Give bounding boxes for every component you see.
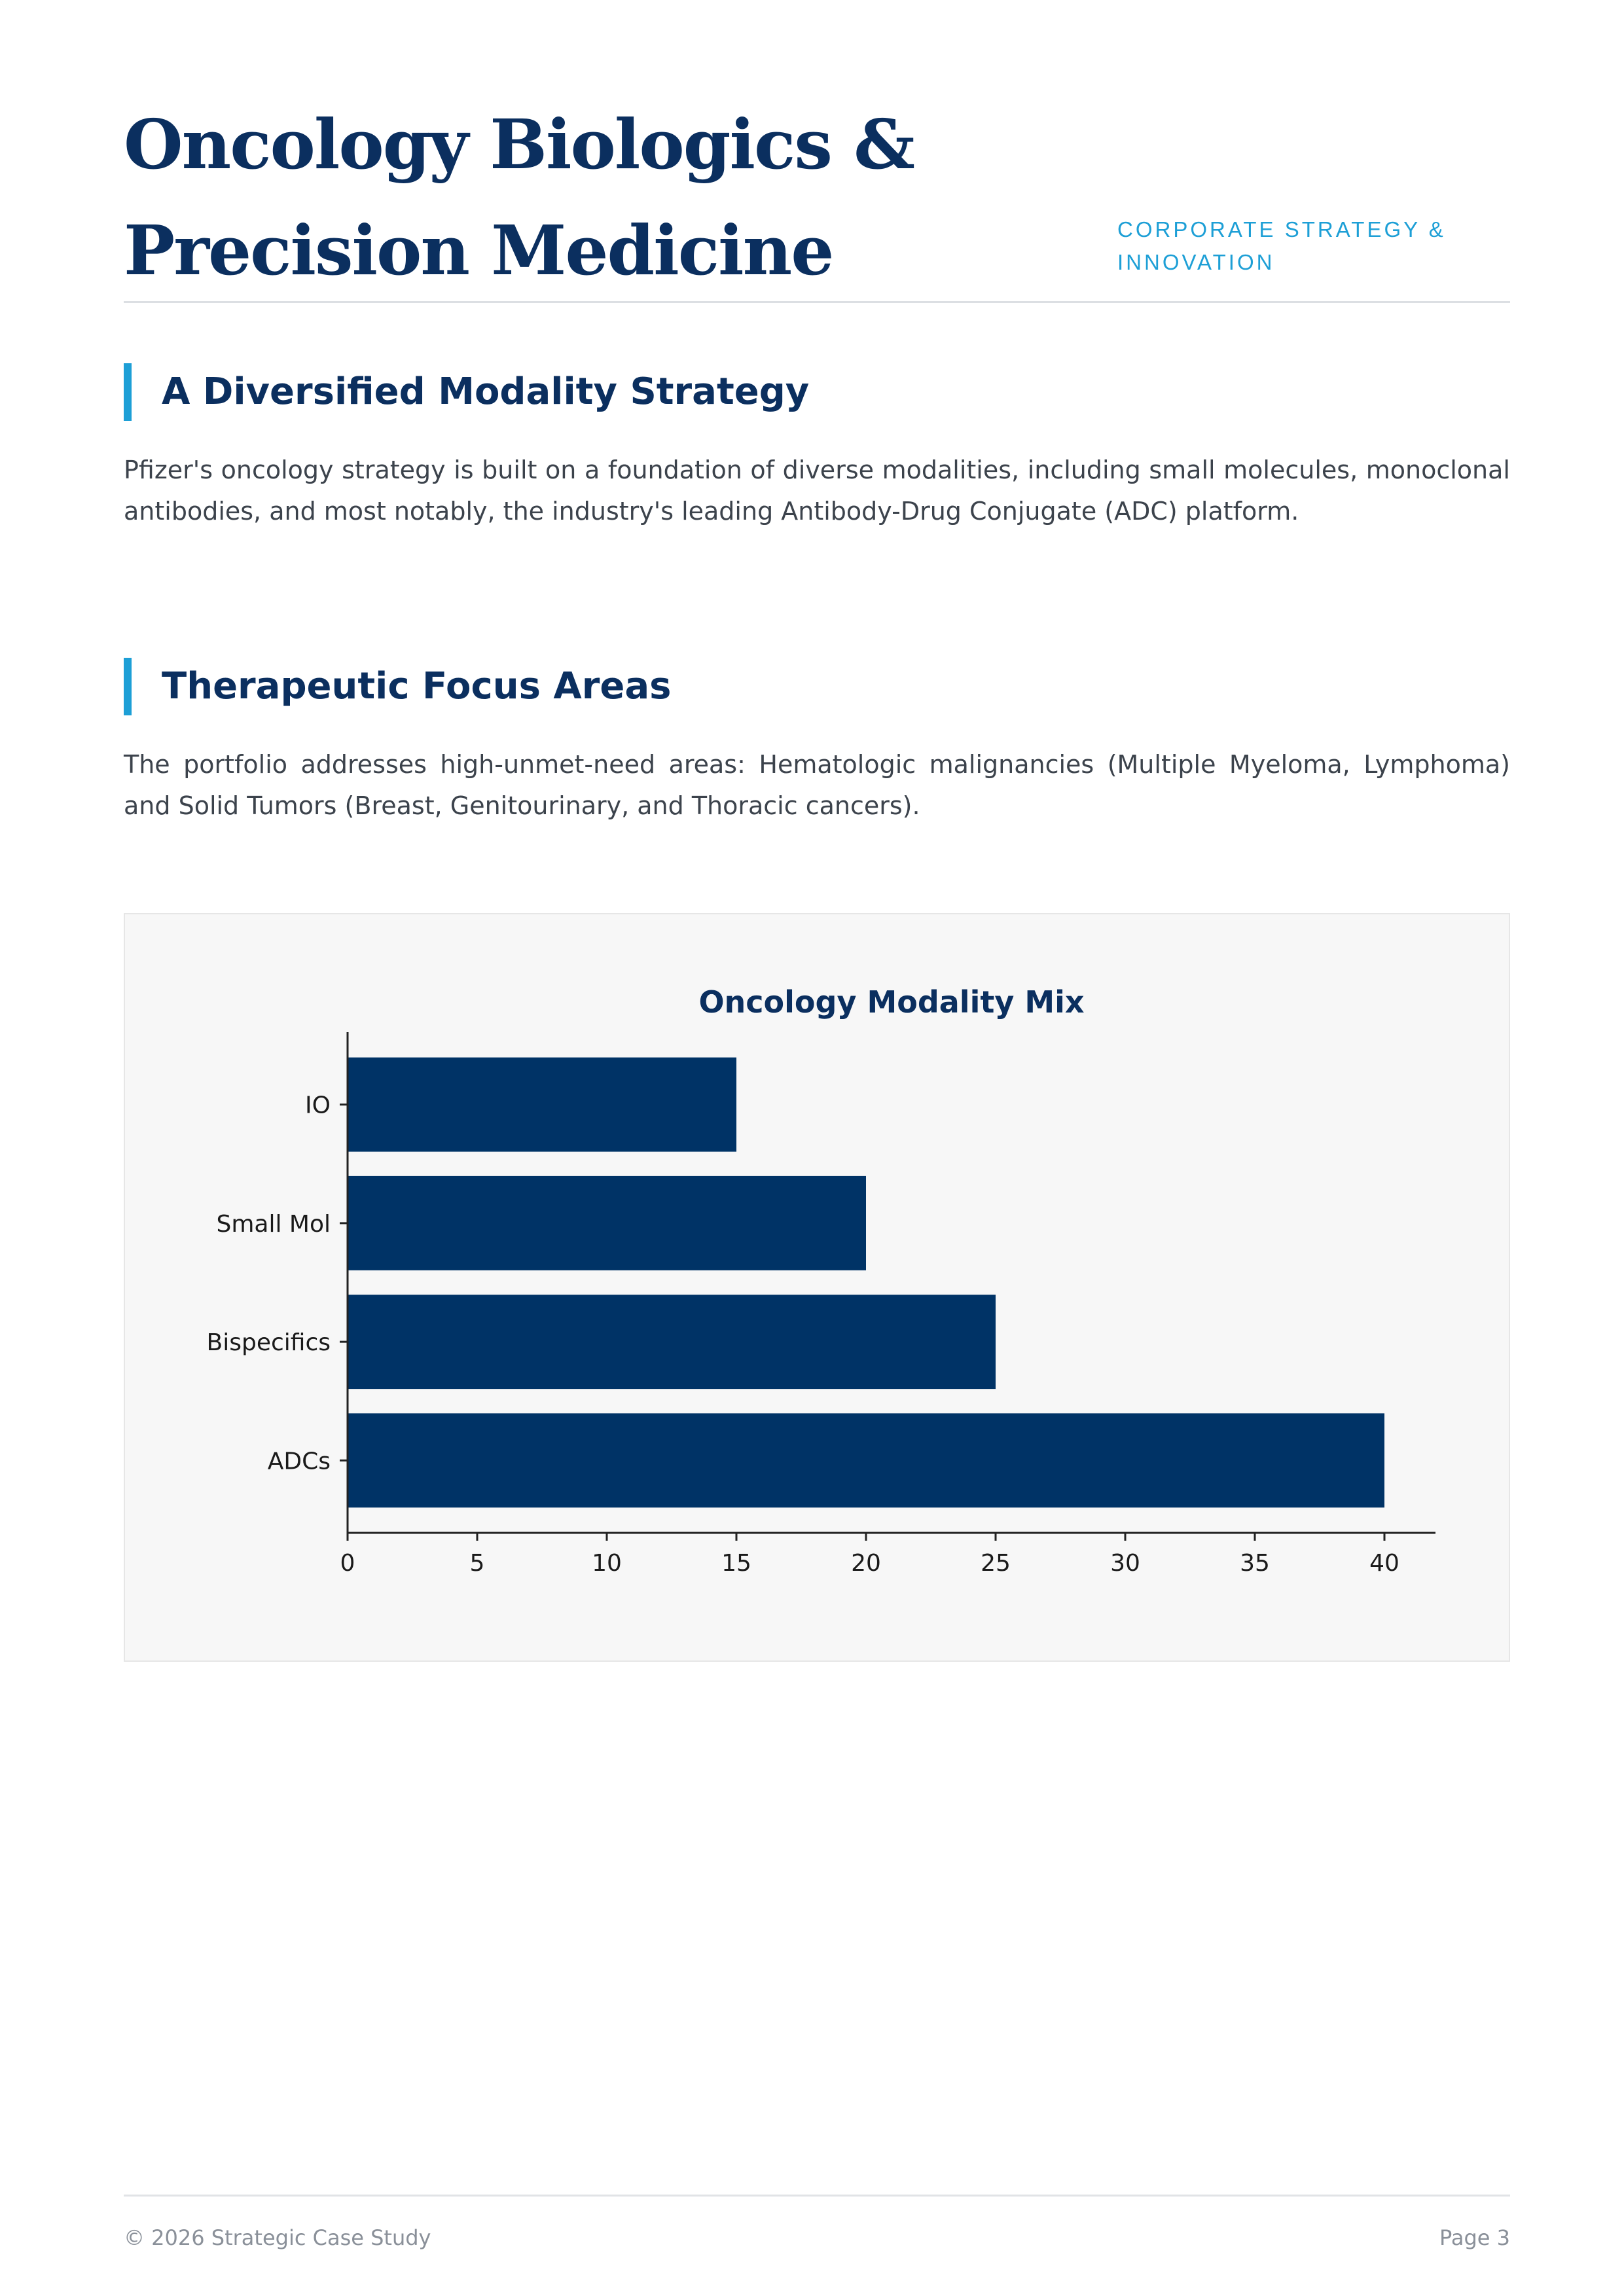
modality-bar-chart (125, 914, 1509, 1660)
x-tick-label: 15 (721, 1550, 751, 1577)
x-tick-label: 20 (851, 1550, 881, 1577)
y-tick-label: Small Mol (216, 1210, 331, 1238)
section-accent-bar (124, 363, 132, 421)
x-tick-label: 25 (981, 1550, 1011, 1577)
chart-bar-bispecifics (348, 1295, 996, 1389)
chart-container (124, 913, 1510, 1662)
page-header (124, 85, 1510, 303)
page-footer (124, 2195, 1510, 2249)
x-tick-label: 10 (592, 1550, 622, 1577)
chart-title: Oncology Modality Mix (698, 984, 1085, 1020)
section-body: The portfolio addresses high-unmet-need areas: Hematologic malignancies (Multiple Myeloma, Lymphoma) and Solid Tumors (Breast, Genitourinary, and Thoracic cancers). (124, 750, 1510, 820)
section-heading (124, 658, 1510, 715)
section-accent-bar (124, 658, 132, 715)
y-tick-label: ADCs (267, 1448, 331, 1475)
page-subtitle: CORPORATE STRATEGY & INNOVATION (1117, 217, 1446, 274)
x-tick-label: 40 (1369, 1550, 1399, 1577)
footer-page-number: Page 3 (1439, 2225, 1510, 2250)
chart-bar-io (348, 1058, 736, 1152)
x-tick-label: 5 (469, 1550, 485, 1577)
footer-copyright: © 2026 Strategic Case Study (124, 2225, 431, 2250)
section-modality-strategy (124, 363, 1510, 532)
page-title: Oncology Biologics & Precision Medicine (124, 104, 914, 291)
y-tick-label: Bispecifics (206, 1329, 331, 1357)
x-tick-label: 0 (340, 1550, 355, 1577)
x-tick-label: 35 (1240, 1550, 1270, 1577)
chart-bar-small-mol (348, 1176, 866, 1270)
report-page (124, 0, 1510, 2296)
section-body: Pfizer's oncology strategy is built on a foundation of diverse modalities, including small molecules, monoclonal antibodies, and most notably, the industry's leading Antibody-Drug Conjugate (ADC) platform. (124, 456, 1510, 526)
section-heading (124, 363, 1510, 421)
section-therapeutic-focus (124, 658, 1510, 827)
y-tick-label: IO (305, 1092, 331, 1119)
x-tick-label: 30 (1110, 1550, 1140, 1577)
section-heading-text: Therapeutic Focus Areas (162, 665, 672, 708)
section-heading-text: A Diversified Modality Strategy (162, 370, 810, 413)
chart-bar-adcs (348, 1413, 1384, 1507)
